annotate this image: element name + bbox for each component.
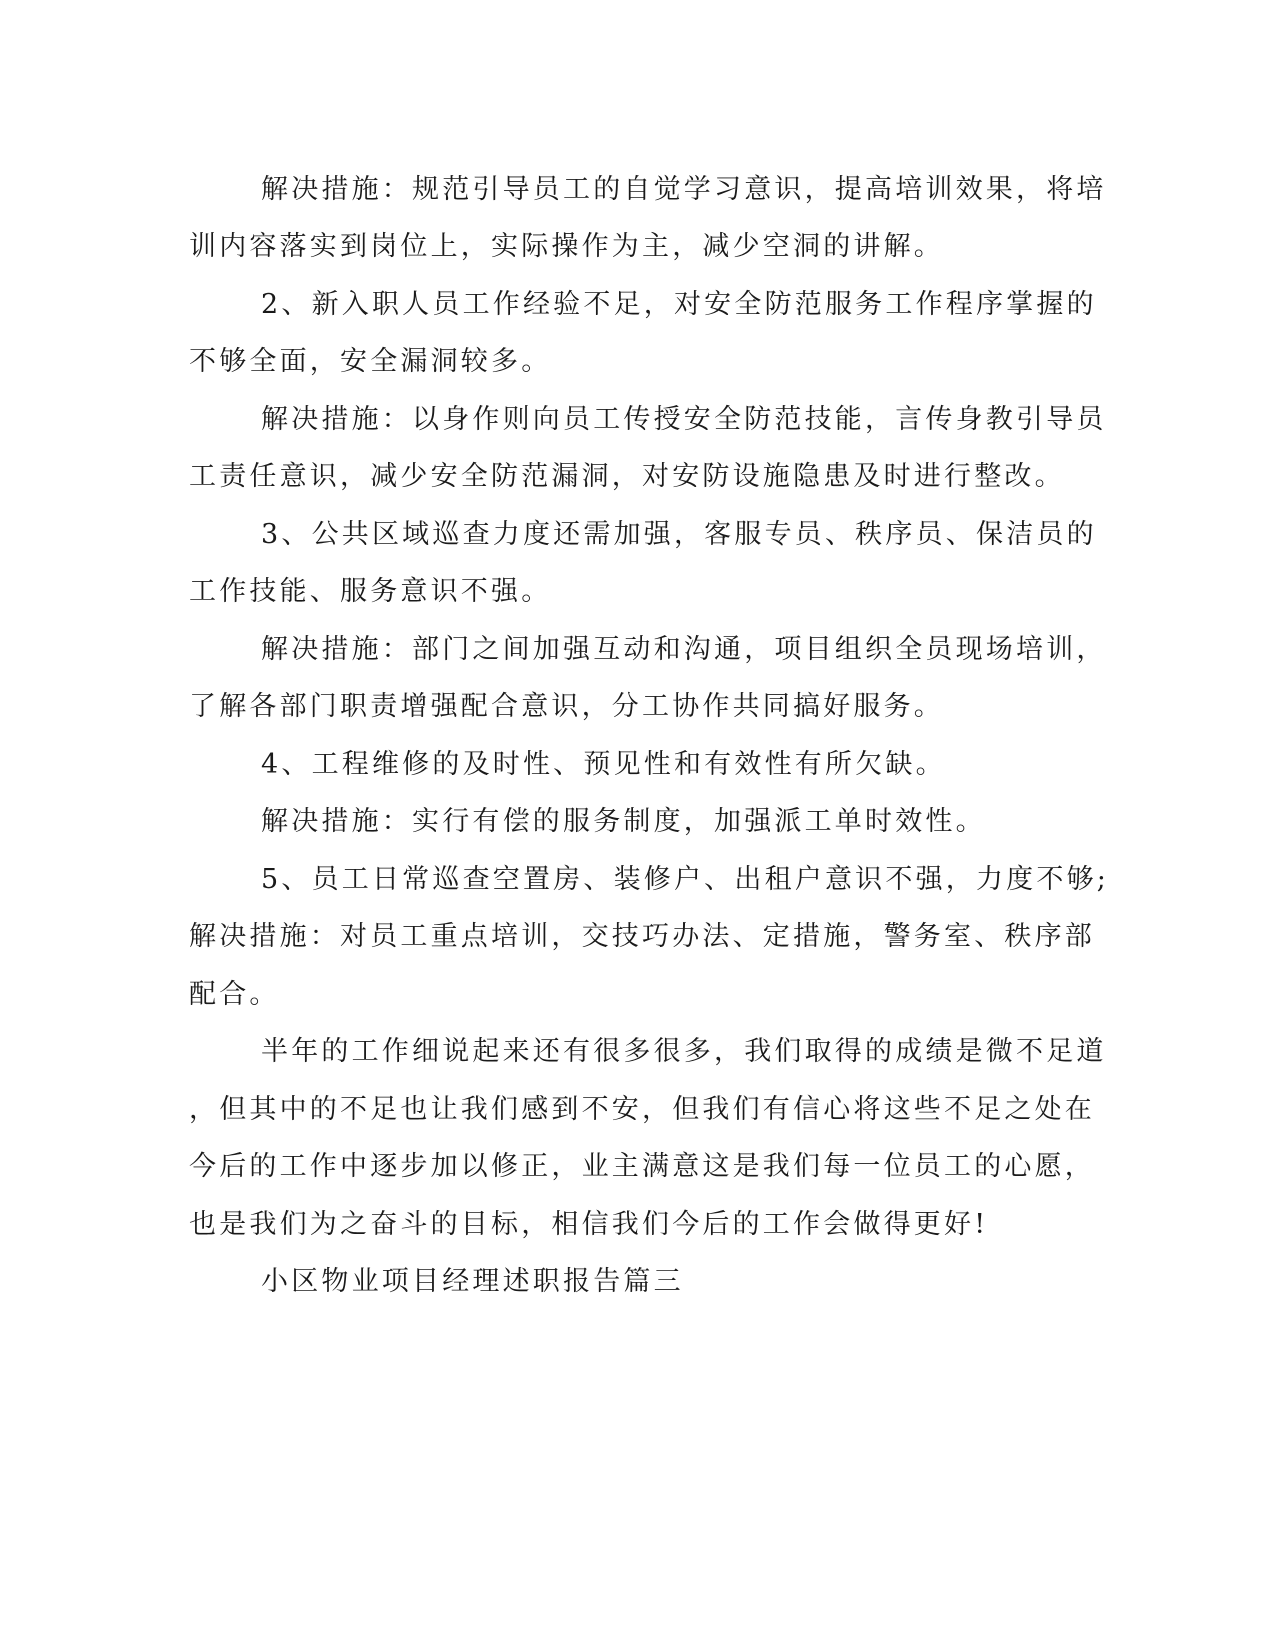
text-line: ，但其中的不足也让我们感到不安，但我们有信心将这些不足之处在: [189, 1094, 1095, 1125]
text-line: 解决措施：对员工重点培训，交技巧办法、定措施，警务室、秩序部: [189, 921, 1095, 952]
text-line: 今后的工作中逐步加以修正，业主满意这是我们每一位员工的心愿，: [189, 1151, 1095, 1182]
text-line: 不够全面，安全漏洞较多。: [189, 346, 552, 377]
text-line: 解决措施：规范引导员工的自觉学习意识，提高培训效果，将培: [261, 174, 1107, 205]
text-line: 半年的工作细说起来还有很多很多，我们取得的成绩是微不足道: [261, 1036, 1107, 1067]
text-line: 工作技能、服务意识不强。: [189, 576, 552, 607]
text-line: 5、员工日常巡查空置房、装修户、出租户意识不强，力度不够;: [261, 864, 1110, 895]
section-heading: 小区物业项目经理述职报告篇三: [261, 1266, 684, 1297]
text-line: 了解各部门职责增强配合意识，分工协作共同搞好服务。: [189, 691, 944, 722]
text-line: 也是我们为之奋斗的目标，相信我们今后的工作会做得更好!: [189, 1209, 989, 1240]
text-line: 解决措施：部门之间加强互动和沟通，项目组织全员现场培训，: [261, 634, 1107, 665]
text-line: 4、工程维修的及时性、预见性和有效性有所欠缺。: [261, 749, 946, 780]
text-line: 2、新入职人员工作经验不足，对安全防范服务工作程序掌握的: [261, 289, 1097, 320]
text-line: 3、公共区域巡查力度还需加强，客服专员、秩序员、保洁员的: [261, 519, 1097, 550]
text-line: 训内容落实到岗位上，实际操作为主，减少空洞的讲解。: [189, 231, 944, 262]
text-line: 工责任意识，减少安全防范漏洞，对安防设施隐患及时进行整改。: [189, 461, 1065, 492]
text-line: 配合。: [189, 979, 280, 1010]
text-line: 解决措施：以身作则向员工传授安全防范技能，言传身教引导员: [261, 404, 1107, 435]
text-line: 解决措施：实行有偿的服务制度，加强派工单时效性。: [261, 806, 986, 837]
